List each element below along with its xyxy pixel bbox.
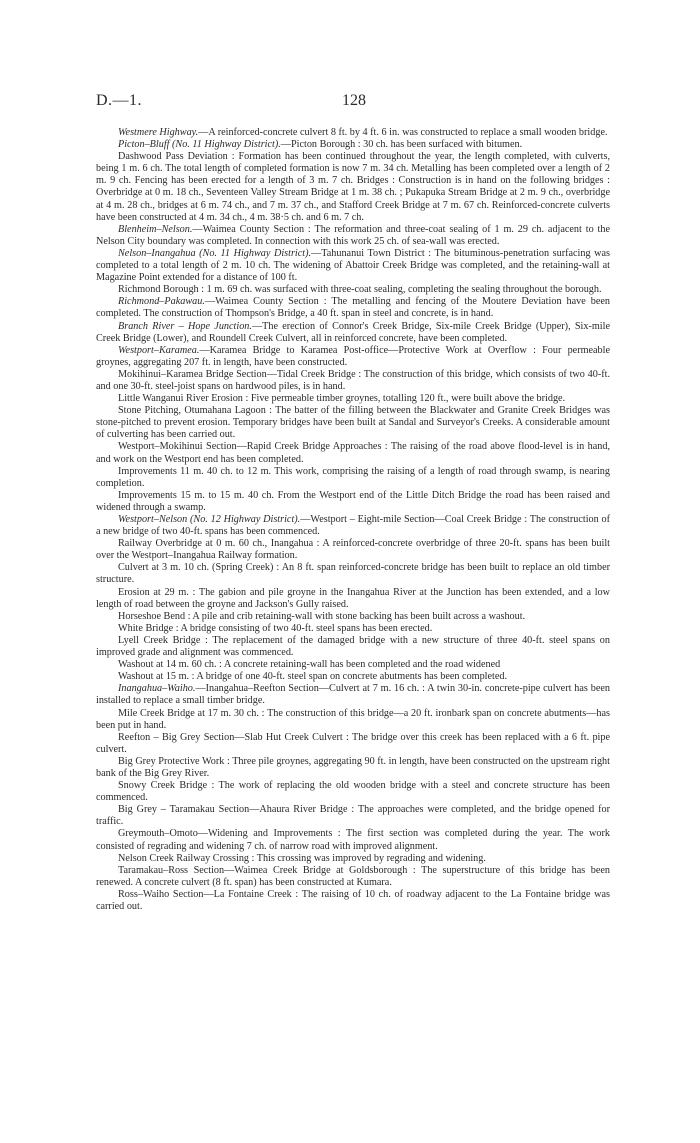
- paragraph-text: Big Grey Protective Work : Three pile groynes, aggregating 90 ft. in length, have been constructed on the upstream right bank of the Big Grey River.: [96, 755, 610, 779]
- paragraph: [96, 224, 610, 248]
- paragraph-heading: Westport–Nelson (No. 12 Highway District).: [118, 514, 301, 525]
- paragraph: [96, 587, 610, 611]
- paragraph-text: Railway Overbridge at 0 m. 60 ch., Inangahua : A reinforced-concrete overbridge of three 20-ft. spans has been built over the Westport–Inangahua Railway formation.: [96, 538, 610, 562]
- paragraph-text: Little Wanganui River Erosion : Five permeable timber groynes, totalling 120 ft., were built above the bridge.: [118, 393, 566, 405]
- paragraph-heading: Westmere Highway.: [118, 127, 199, 138]
- paragraph: [96, 127, 610, 139]
- paragraph: [96, 623, 610, 635]
- paragraph: [96, 659, 610, 671]
- paragraph-text: Nelson Creek Railway Crossing : This crossing was improved by regrading and widening.: [118, 852, 486, 864]
- paragraph-text: White Bridge : A bridge consisting of two 40-ft. steel spans has been erected.: [118, 622, 433, 634]
- paragraph-text: Lyell Creek Bridge : The replacement of the damaged bridge with a new structure of three 40-ft. steel spans on improved grade and alignment was commenced.: [96, 634, 610, 659]
- paragraph-text: —Picton Borough : 30 ch. has been surfaced with bitumen.: [280, 139, 523, 151]
- paragraph: [96, 732, 610, 756]
- paragraph-text: —Waimea County Section : The metalling and fencing of the Moutere Deviation have been completed. The construction of Thompson's Bridge, a 40 ft. span in steel and concrete, is in hand.: [96, 296, 610, 320]
- page-number: 128: [342, 92, 366, 109]
- paragraph-text: —The erection of Connor's Creek Bridge, Six-mile Creek Bridge (Upper), Six-mile Creek Bridge (Lower), and Roundell Creek Culvert, all in reinforced concrete, have been completed.: [96, 320, 610, 344]
- paragraph-text: Greymouth–Omoto—Widening and Improvements : The first section was completed during the year. The work consisted of regrading and widening 7 ch. of narrow road with improved alignment.: [96, 828, 610, 852]
- paragraph: [96, 671, 610, 683]
- paragraph-text: Westport–Mokihinui Section—Rapid Creek Bridge Approaches : The raising of the road above flood-level is in hand, and work on the Westport end has been completed.: [96, 441, 610, 465]
- paragraph: [96, 635, 610, 659]
- paragraph: [96, 611, 610, 623]
- paragraph-text: Stone Pitching, Otumahana Lagoon : The batter of the filling between the Blackwater and Granite Creek Bridges was stone-pitched to prevent erosion. Temporary bridges have been built at Sandal and Surveyor's Creeks. A considerable amount of culverting has been carried out.: [96, 405, 610, 441]
- paragraph-text: Improvements 11 m. 40 ch. to 12 m. This work, comprising the raising of a length of road through swamp, is nearing completion.: [96, 465, 610, 489]
- paragraph: [96, 853, 610, 865]
- paragraph-text: —Inangahua–Reefton Section—Culvert at 7 m. 16 ch. : A twin 30-in. concrete-pipe culvert has been installed to replace a small timber bridge.: [96, 683, 610, 707]
- paragraph: [96, 538, 610, 562]
- paragraph-text: Washout at 14 m. 60 ch. : A concrete retaining-wall has been completed and the road widened: [118, 659, 501, 671]
- paragraph: [96, 284, 610, 296]
- paragraph-text: Improvements 15 m. to 15 m. 40 ch. From the Westport end of the Little Ditch Bridge the road has been raised and widened through a swamp.: [96, 489, 610, 513]
- paragraph-text: Erosion at 29 m. : The gabion and pile groyne in the Inangahua River at the Junction has been extended, and a low length of road between the groyne and Jackson's Gully raised.: [96, 586, 610, 610]
- paragraph: [96, 369, 610, 393]
- paragraph-heading: Inangahua–Waiho.: [118, 683, 196, 695]
- paragraph-text: Snowy Creek Bridge : The work of replacing the old wooden bridge with a steel and concrete structure has been commenced.: [96, 780, 610, 804]
- paragraph: [96, 248, 610, 284]
- paragraph-text: —Karamea Bridge to Karamea Post-office—Protective Work at Overflow : Four permeable groynes, aggregating 207 ft. in length, have been constructed.: [96, 344, 610, 368]
- paragraph-text: Dashwood Pass Deviation : Formation has been continued throughout the year, the length completed, with culverts, being 1 m. 6 ch. The total length of completed formation is now 7 m. 34 ch. Metalling has been completed over a length of 2 m. 9 ch. Fencing has been erected for a length of 3 m. 7 ch. Bridges : Construction is in hand on the following bridges : Overbridge at 0 m. 18 ch., Seventeen Valley Stream Bridge at 1 m. 38 ch. ; Pukapuka Stream Bridge at 2 m. 9 ch., overbridge at 4 m. 28 ch., bridges at 6 m. 74 ch., and 7 m. 37 ch., and Stafford Creek Bridge at 7 m. 67 ch. Reinforced-concrete culverts have been constructed at 4 m. 34 ch., 4 m. 38·5 ch. and 6 m. 7 ch.: [96, 151, 610, 223]
- paragraph: [96, 441, 610, 465]
- paragraph: [96, 345, 610, 369]
- paragraph: [96, 683, 610, 707]
- paragraph-heading: Branch River – Hope Junction.: [118, 320, 252, 332]
- paragraph-heading: Richmond–Pakawau.: [118, 296, 205, 308]
- paragraph-text: Taramakau–Ross Section—Waimea Creek Bridge at Goldsborough : The superstructure of this bridge has been renewed. A concrete culvert (8 ft. span) has been constructed at Kumara.: [96, 864, 610, 888]
- paragraph: [96, 490, 610, 514]
- paragraph-text: Reefton – Big Grey Section—Slab Hut Creek Culvert : The bridge over this creek has been replaced with a 6 ft. pipe culvert.: [96, 731, 610, 755]
- paragraph-heading: Picton–Bluff (No. 11 Highway District).: [118, 139, 281, 151]
- paragraph: [96, 466, 610, 490]
- paragraph-text: Washout at 15 m. : A bridge of one 40-ft. steel span on concrete abutments has been completed.: [118, 671, 508, 683]
- paragraph: [96, 804, 610, 828]
- paragraph: [96, 889, 610, 913]
- paragraph-text: Horseshoe Bend : A pile and crib retaining-wall with stone backing has been built across a washout.: [118, 610, 526, 622]
- paragraph-text: Culvert at 3 m. 10 ch. (Spring Creek) : An 8 ft. span reinforced-concrete bridge has been built to replace an old timber structure.: [96, 562, 610, 586]
- paragraph-heading: Westport–Karamea.: [118, 344, 200, 356]
- paragraph: [96, 708, 610, 732]
- paragraph: [96, 562, 610, 586]
- paragraph: [96, 393, 610, 405]
- paragraph-text: Richmond Borough : 1 m. 69 ch. was surfaced with three-coat sealing, completing the sealing throughout the borough.: [118, 284, 602, 296]
- paragraph-heading: Nelson–Inangahua (No. 11 Highway District).: [118, 247, 312, 259]
- paragraph: [96, 296, 610, 320]
- paragraph-text: Mile Creek Bridge at 17 m. 30 ch. : The construction of this bridge—a 20 ft. ironbark span on concrete abutments—has been put in hand.: [96, 707, 610, 731]
- document-body: [96, 127, 610, 913]
- paragraph: [96, 139, 610, 151]
- paragraph-text: —Tahunanui Town District : The bituminous-penetration surfacing was completed to a total length of 2 m. 10 ch. The widening of Abattoir Creek Bridge was completed, and the retaining-wall at Magazine Point extended for a distance of 100 ft.: [96, 247, 610, 284]
- paragraph: [96, 405, 610, 441]
- paragraph: [96, 780, 610, 804]
- paragraph-text: —A reinforced-concrete culvert 8 ft. by 4 ft. 6 in. was constructed to replace a small wooden bridge.: [198, 127, 608, 138]
- paragraph: [96, 828, 610, 852]
- paragraph: [96, 756, 610, 780]
- paragraph-text: Mokihinui–Karamea Bridge Section—Tidal Creek Bridge : The construction of this bridge, which consists of two 40-ft. and one 30-ft. steel-joist spans on hardwood piles, is in hand.: [96, 368, 610, 392]
- page-header: [96, 90, 604, 114]
- paragraph: [96, 514, 610, 538]
- paragraph-text: —Westport – Eight-mile Section—Coal Creek Bridge : The construction of a new bridge of two 40-ft. spans has been commenced.: [96, 514, 610, 538]
- paragraph: [96, 321, 610, 345]
- paragraph-heading: Blenheim–Nelson.: [118, 223, 193, 235]
- paragraph-text: Ross–Waiho Section—La Fontaine Creek : The raising of 10 ch. of roadway adjacent to the La Fontaine bridge was carried out.: [96, 888, 610, 912]
- document-reference: D.—1.: [96, 92, 143, 109]
- paragraph: [96, 865, 610, 889]
- paragraph: [96, 151, 610, 224]
- paragraph-text: Big Grey – Taramakau Section—Ahaura River Bridge : The approaches were completed, and the bridge opened for traffic.: [96, 804, 610, 828]
- paragraph-text: —Waimea County Section : The reformation and three-coat sealing of 1 m. 29 ch. adjacent to the Nelson City boundary was completed. In connection with this work 25 ch. of sea-wall was erected.: [96, 223, 610, 247]
